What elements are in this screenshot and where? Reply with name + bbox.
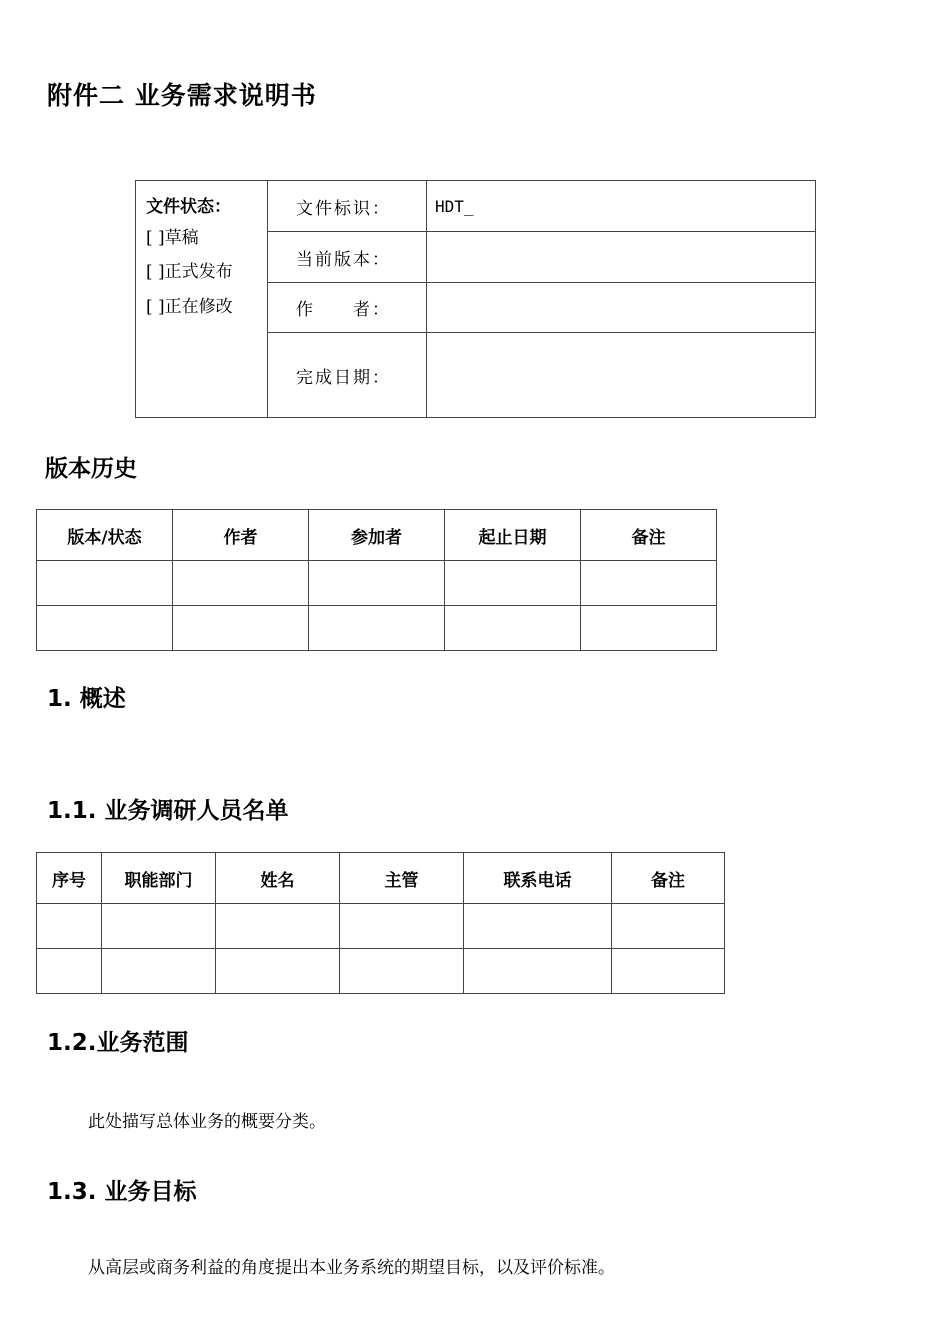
table-row xyxy=(37,904,725,949)
file-id-value: HDT_ xyxy=(427,181,816,232)
table-cell xyxy=(612,949,725,994)
section-staff-list-heading: 1.1. 业务调研人员名单 xyxy=(47,798,289,824)
column-header: 职能部门 xyxy=(102,853,216,904)
current-version-label: 当前版本： xyxy=(268,232,427,283)
table-cell xyxy=(309,561,445,606)
file-id-label: 文件标识： xyxy=(268,181,427,232)
column-header: 起止日期 xyxy=(445,510,581,561)
table-cell xyxy=(445,561,581,606)
table-cell xyxy=(309,606,445,651)
file-status-cell xyxy=(136,181,268,418)
status-option-published: [ ]正式发布 xyxy=(146,262,233,283)
table-cell xyxy=(37,561,173,606)
table-cell xyxy=(37,904,102,949)
section-overview-heading: 1. 概述 xyxy=(47,686,126,712)
table-header-row xyxy=(37,853,725,904)
column-header: 备注 xyxy=(581,510,717,561)
column-header: 序号 xyxy=(37,853,102,904)
completion-date-value xyxy=(427,333,816,418)
status-option-draft: [ ]草稿 xyxy=(146,227,199,248)
table-cell xyxy=(445,606,581,651)
section-business-goal-heading: 1.3. 业务目标 xyxy=(47,1179,197,1205)
file-status-title: 文件状态： xyxy=(146,197,231,217)
current-version-value xyxy=(427,232,816,283)
table-row xyxy=(37,606,717,651)
table-cell xyxy=(581,561,717,606)
author-value xyxy=(427,283,816,333)
table-cell xyxy=(37,606,173,651)
table-cell xyxy=(464,904,612,949)
table-header-row xyxy=(37,510,717,561)
author-label: 作 者： xyxy=(268,283,427,333)
business-scope-text: 此处描写总体业务的概要分类。 xyxy=(88,1112,326,1132)
business-goal-text: 从高层或商务利益的角度提出本业务系统的期望目标，以及评价标准。 xyxy=(88,1258,615,1278)
table-cell xyxy=(340,904,464,949)
column-header: 版本/状态 xyxy=(37,510,173,561)
table-cell xyxy=(340,949,464,994)
table-cell xyxy=(37,949,102,994)
document-info-table xyxy=(135,180,816,418)
column-header: 主管 xyxy=(340,853,464,904)
table-cell xyxy=(216,949,340,994)
column-header: 参加者 xyxy=(309,510,445,561)
column-header: 作者 xyxy=(173,510,309,561)
table-cell xyxy=(464,949,612,994)
column-header: 联系电话 xyxy=(464,853,612,904)
section-business-scope-heading: 1.2.业务范围 xyxy=(47,1030,189,1056)
version-history-heading: 版本历史 xyxy=(45,456,137,482)
table-cell xyxy=(612,904,725,949)
table-cell xyxy=(216,904,340,949)
status-option-revising: [ ]正在修改 xyxy=(146,296,233,317)
column-header: 备注 xyxy=(612,853,725,904)
version-history-table xyxy=(36,509,717,651)
table-cell xyxy=(102,904,216,949)
column-header: 姓名 xyxy=(216,853,340,904)
table-cell xyxy=(581,606,717,651)
table-cell xyxy=(173,606,309,651)
table-cell xyxy=(173,561,309,606)
table-cell xyxy=(102,949,216,994)
table-row xyxy=(37,561,717,606)
staff-list-table xyxy=(36,852,725,994)
completion-date-label: 完成日期： xyxy=(268,333,427,418)
table-row xyxy=(37,949,725,994)
document-title: 附件二 业务需求说明书 xyxy=(47,81,317,110)
